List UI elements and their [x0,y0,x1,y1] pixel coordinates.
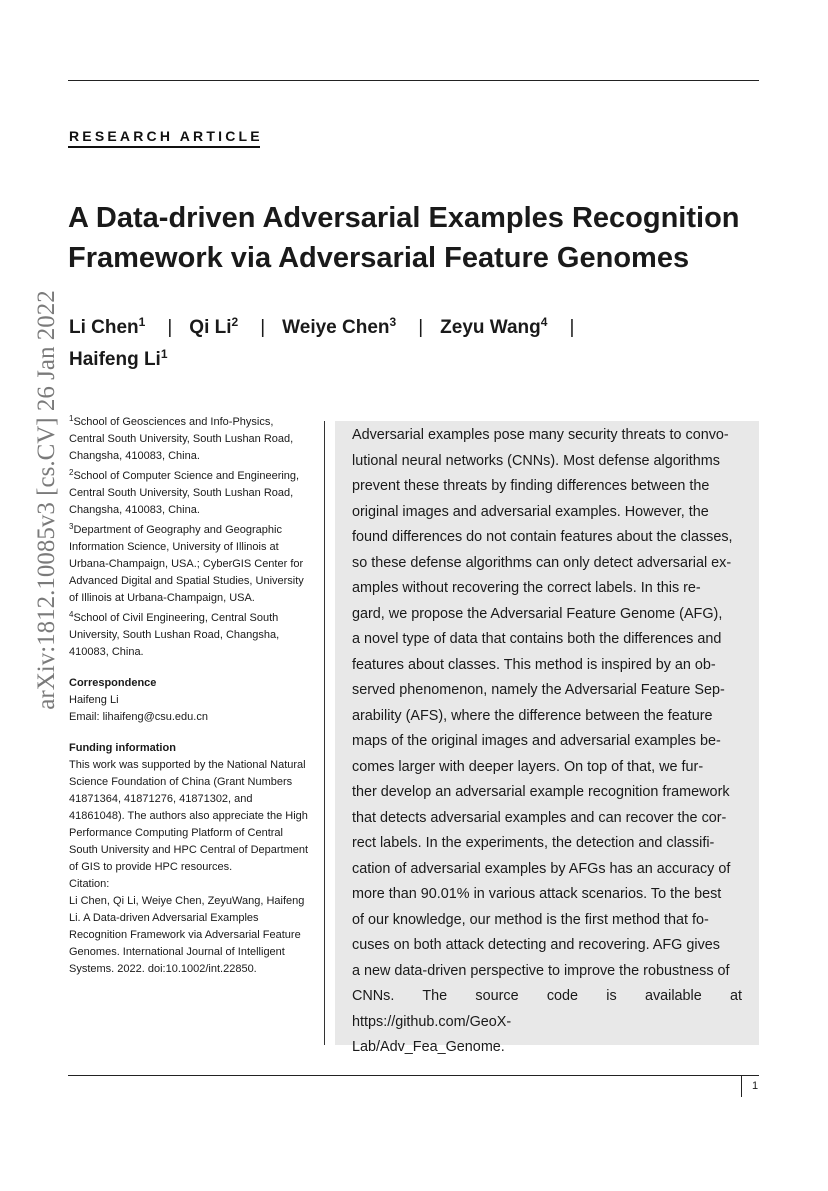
affiliation-text: School of Civil Engineering, Central South University, South Lushan Road, Changsha, 410083, China. [69,612,280,658]
author-name: Zeyu Wang [440,317,541,338]
author-affiliation-mark: 1 [160,347,168,361]
funding-text: This work was supported by the National Natural Science Foundation of China (Grant Numbers 41871364, 41871276, 41871302, and 41861048). The authors also appreciate the High Performance Computing Platform of Central South University and HPC Central of Department of GIS to provide HPC resources. [69,759,309,873]
author-name: Li Chen [69,317,139,338]
author-affiliation-mark: 4 [540,315,548,329]
author-name: Weiye Chen [282,317,390,338]
correspondence-name: Haifeng Li [69,694,119,706]
article-type-underline [68,146,260,148]
affiliation-3 [69,522,309,607]
author-affiliation-mark: 1 [138,315,146,329]
page-number-divider [741,1075,742,1097]
affiliation-2 [69,468,309,519]
author-line-2 [69,344,759,376]
abstract-text: Adversarial examples pose many security threats to convo- lutional neural networks (CNNs). Most defense algorithms prevent these threats by finding differences between the original images and adversarial examples. However, the found differences do not contain features about the classes, so these defense algorithms can only detect adversarial ex- amples without recovering the correct labels. In this re- gard, we propose the Adversarial Feature Genome (AFG), a novel type of data that contains both the differences and features about classes. This method is inspired by an ob- served phenomenon, namely the Adversarial Feature Sep- arability (AFS), where the difference between the feature maps of the original images and adversarial examples be- comes larger with deeper layers. On top of that, we fur- ther develop an adversarial example recognition framework that detects adversarial examples and can recover the cor- rect labels. In the experiments, the detection and classifi- cation of adversarial examples by AFGs has an accuracy of more than 90.01% in various attack scenarios. To the best of our knowledge, our method is the first method that fo- cuses on both attack detecting and recovering. AFG gives a new data-driven perspective to improve the robustness of CNNs. The source code is available at https://github.com/GeoX- Lab/Adv_Fea_Genome. [352,427,742,1055]
arxiv-identifier: arXiv:1812.10085v3 [cs.CV] 26 Jan 2022 [33,290,60,710]
affiliation-number: 1 [69,414,74,423]
author-name: Qi Li [189,317,232,338]
author-line-1 [69,312,759,344]
abstract-box [335,421,759,1055]
affiliation-4 [69,610,309,661]
paper-title [68,198,758,278]
title-line-2: Framework via Adversarial Feature Genomes [68,242,690,274]
affiliation-text: Department of Geography and Geographic Information Science, University of Illinois at Urbana-Champaign, USA.; CyberGIS Center for Advanced Digital and Spatial Studies, University of Illinois at Urbana-Champaign, USA. [69,524,304,604]
author-separator: | [418,317,424,338]
citation-text: Li Chen, Qi Li, Weiye Chen, ZeyuWang, Haifeng Li. A Data-driven Adversarial Examples Recognition Framework via Adversarial Feature Genomes. International Journal of Intelligent Systems. 2022. doi:10.1002/int.22850. [69,895,305,975]
affiliation-text: School of Computer Science and Engineering, Central South University, South Lushan Road, Changsha, 410083, China. [69,470,300,516]
citation-label: Citation: [69,878,110,890]
affiliation-number: 2 [69,468,74,477]
title-line-1: A Data-driven Adversarial Examples Recognition [68,202,740,234]
article-type-label: RESEARCH ARTICLE [69,128,263,144]
affiliation-number: 3 [69,522,74,531]
correspondence-heading: Correspondence [69,677,157,689]
page-number: 1 [752,1080,759,1092]
author-name: Haifeng Li [69,349,161,370]
author-list [69,312,759,376]
abstract-divider [324,421,325,1045]
author-separator: | [167,317,173,338]
top-rule [68,80,759,81]
affiliation-1 [69,414,309,465]
affiliation-text: School of Geosciences and Info-Physics, Central South University, South Lushan Road, Changsha, 410083, China. [69,416,294,462]
left-sidebar [69,414,309,978]
correspondence-email: Email: lihaifeng@csu.edu.cn [69,711,208,723]
affiliation-number: 4 [69,610,74,619]
author-separator: | [260,317,266,338]
author-separator: | [569,317,575,338]
author-affiliation-mark: 2 [231,315,239,329]
author-affiliation-mark: 3 [389,315,397,329]
funding-heading: Funding information [69,742,176,754]
bottom-rule [68,1075,759,1076]
